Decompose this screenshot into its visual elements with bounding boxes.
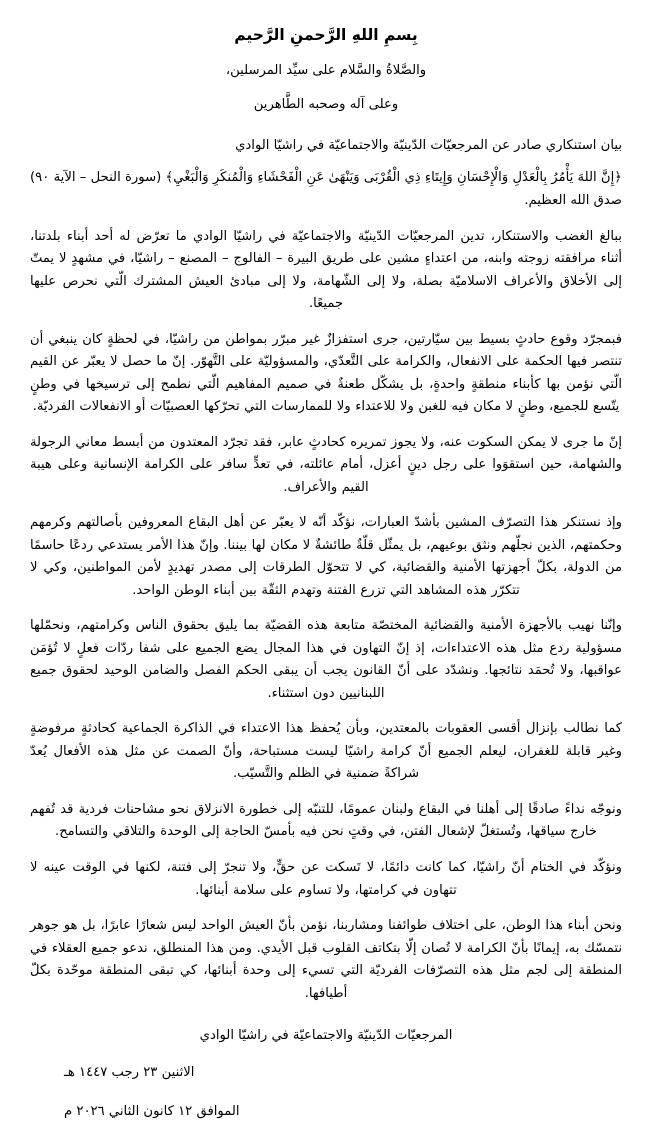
- body-paragraph-5: وإنّنا نهيب بالأجهزة الأمنية والقضائية المختصّة متابعة هذه القضيّة بما يليق بحقوق الناس وكرامتهم، ونحمّلها مسؤولية ردع مثل هذه الاعتداءات، إذ إنّ التهاون في هذا المجال يضع الجميع على شفا ردّات فعلٍ لا تُؤمَن عواقبها، ولا تُحمَد نتائجها. ونشدّد على أنّ القانون يجب أن يبقى الحكم الفصل والضامن الوحيد لحقوق جميع اللبنانيين دون استثناء.: [30, 618, 622, 701]
- body-paragraph-1: ببالغ الغضب والاستنكار، تدين المرجعيّات الدّينيّة والاجتماعيّة في راشيّا الوادي ما تعرّض له أحد أبناء بلدتنا، أثناء مرافقته زوجته وابنه، من اعتداءٍ مشين على طريق البيرة – الفالوج – المصنع – راشيّا، في مشهدٍ لا يمتّ إلى الأخلاق والأعراف الاسلاميّة بصلة، ولا إلى الشّهامة، ولا إلى مبادئ العيش المشترك الّتي نحرص عليها جميعًا.: [30, 228, 622, 312]
- body-paragraph-3: إنّ ما جرى لا يمكن السكوت عنه، ولا يجوز تمريره كحادثٍ عابر، فقد تجرّد المعتدون من أبسط معاني الرجولة والشهامة، حين استقوَوا على رجل دينٍ أعزل، أمام عائلته، في تعدٍّ سافر على الكرامة الإنسانية وعلى هيبة القيم والأعراف.: [30, 434, 622, 495]
- body-paragraph-6: كما نطالب بإنزال أقسى العقوبات بالمعتدين، وبأن يُحفظ هذا الاعتداء في الذاكرة الجماعية كحادثةٍ مرفوضةٍ وغير قابلة للغفران، ليعلم الجميع أنّ كرامة راشيّا ليست مستباحة، وأنّ الصمت عن مثل هذه الأفعال يُعدّ شراكةً ضمنية في الظلم والتَّسيّب.: [30, 721, 622, 782]
- gregorian-date: الموافق ١٢ كانون الثاني ٢٠٢٦ م: [64, 1104, 240, 1120]
- salutation-line-2: وعلى آله وصحبه الطَّاهرين: [253, 97, 399, 113]
- hijri-date: الاثنين ٢٣ رجب ١٤٤٧ هـ: [64, 1065, 195, 1081]
- body-paragraph-2: فبمجرّد وقوع حادثٍ بسيط بين سيّارتين، جرى استفزازٌ غير مبرّر بمواطن من راشيّا، في لحظةٍ كان ينبغي أن تنتصر فيها الحكمة على الانفعال، والكرامة على التَّعدّي، والمسؤوليّة على التَّهوّر. إنّ ما حصل لا يعبّر عن القيم الّتي نؤمن بها كأبناء منطقةٍ واحدةٍ، بل يشكّل طعنةٌ في صميم المفاهيم الّتي نطمح إلى ترسيخها في وطنٍ يتّسع للجميع، وطنٍ لا مكان فيه للغبن ولا للاعتداء ولا للممارسات التي تحرّكها العصبيّات أو الانفعالات الفرديّة.: [30, 331, 622, 415]
- signatory-line: المرجعيّات الدّينيّة والاجتماعيّة في راشيّا الوادي: [199, 1028, 453, 1044]
- document-title: بيان استنكاري صادر عن المرجعيّات الدّينيّة والاجتماعيّة في راشيّا الوادي: [235, 137, 622, 153]
- basmala-heading: بِسمِ اللهِ الرَّحمنِ الرَّحيم: [234, 26, 418, 44]
- body-paragraph-8: ونؤكّد في الختام أنّ راشيّا، كما كانت دائمًا، لا تَسكت عن حقٍّ، ولا تنجرّ إلى فتنة، لكنها في الوقت عينه لا تتهاون في كرامتها، ولا تساوم على سلامة أبنائها.: [30, 860, 622, 898]
- body-paragraph-7: ونوجّه نداءً صادقًا إلى أهلنا في البقاع ولبنان عمومًا، للتنبّه إلى خطورة الانزلاق نحو مشاحنات فردية قد تُفهم خارج سياقها، وتُستغلّ لإشعال الفتن، في وقتٍ نحن فيه بأمسّ الحاجة إلى الوحدة والتلاقي والتسامح.: [30, 801, 622, 840]
- salutation-line-1: والصَّلاةُ والسَّلام على سيِّد المرسلين،: [225, 63, 427, 79]
- body-paragraph-4: وإذ نستنكر هذا التصرّف المشين بأشدّ العبارات، نؤكّد أنّه لا يعبّر عن أهل البقاع المعروفين بأصالتهم وكرمهم وحكمتهم، الذين نجلّهم ونثق بوعيهم، بل يمثّل قلّةٌ طائشةٌ لا مكان لها بيننا. وإنّ هذا الأمر يستدعي ردعًا حاسمًا من الدولة، بكلّ أجهزتها الأمنية والقضائية، كي لا تتحوّل الطرقات إلى مصدر تهديدٍ لأمن المواطنين، وكي لا تتكرّر هذه المشاهد التي تزرع الفتنة وتهدم الثقّة بين أبناء الوطن الواحد.: [30, 515, 622, 598]
- quran-verse-citation: [30, 167, 622, 212]
- quran-verse-text: ﴿إِنَّ اللهَ يَأْمُرُ بِالْعَدْلِ وَالْإِحْسَانِ وَإِيتَاءِ ذِي الْقُرْبَى وَيَنْهَىٰ عَنِ الْفَحْشَاءِ وَالْمُنكَرِ وَالْبَغْيِ﴾ (سورة النحل – الآية ٩٠) صدق الله العظيم.: [30, 170, 622, 208]
- body-paragraph-9: ونحن أبناء هذا الوطن، على اختلاف طوائفنا ومشاربنا، نؤمن بأنّ العيش الواحد ليس شعارًا عابرًا، بل هو جوهر نتمسّك به، إيمانًا بأنّ الكرامة لا تُصان إلّا بتكاتف القلوب قبل الأيدي. ومن هذا المنطلق، ندعو جميع العقلاء في المنطقة إلى لجم مثل هذه التصرّفات الفرديّة التي تسيء إلى وحدة أبنائها، كي تبقى المنطقة موحّدة بكلّ أطيافها.: [30, 918, 622, 1001]
